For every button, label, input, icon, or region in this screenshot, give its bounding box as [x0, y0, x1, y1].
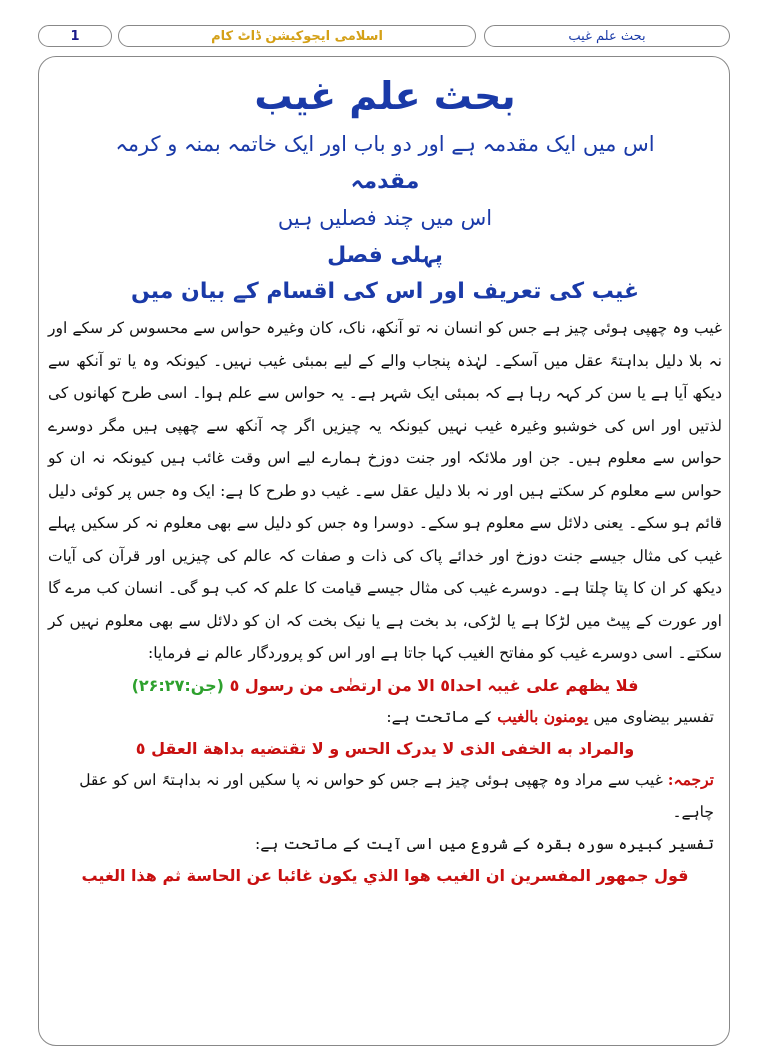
translation-label: ترجمہ: — [667, 769, 714, 789]
tafsir-keyword: یومنون بالغیب — [497, 706, 589, 726]
tafsir-prefix: تفسیر بیضاوی میں — [593, 707, 714, 726]
tafsir-kabir-line: تفسیر کبیرہ سورہ بقرہ کے شروع میں اسی آیت کے ماتحت ہے: — [254, 834, 714, 853]
heading-fasl: پہلی فصل — [327, 243, 443, 268]
translation-line — [44, 764, 726, 828]
page-number: 1 — [38, 25, 112, 47]
site-name: اسلامی ایجوکیشن ڈاٹ کام — [118, 25, 476, 47]
tafsir-suffix: کے ماتحت ہے: — [386, 707, 493, 726]
arabic-quote: والمراد به الخفی الذی لا یدرک الحس و لا تقتضیه بداهة العقل ٥ — [135, 738, 635, 758]
translation-text: غیب سے مراد وہ چھپی ہوئی چیز ہے جس کو حواس نہ پا سکیں اور نہ بداہتہً اس کو عقل چاہے۔ — [79, 770, 714, 821]
verse-text: فلا یظھم علی غیبہ احدا٥ الا من ارتضٰی من رسول ٥ — [229, 675, 639, 695]
subtitle: اس میں ایک مقدمہ ہے اور دو باب اور ایک خاتمہ بمنہ و کرمہ — [115, 132, 655, 156]
quran-verse — [44, 676, 726, 695]
page-title: بحث علم غیب — [254, 74, 516, 118]
arabic-quote-2: قول جمهور المفسرين ان الغيب هوا الذي يكون غائبا عن الحاسة ثم هذا الغيب — [81, 865, 689, 885]
heading-muqaddama: مقدمہ — [350, 169, 420, 194]
tafsir-baidawi-line — [44, 701, 726, 733]
heading-topic: غیب کی تعریف اور اس کی اقسام کے بیان میں — [130, 279, 640, 304]
book-title-header: بحث علم غیب — [484, 25, 730, 47]
verse-reference: (جن:۲۶:۲۷) — [131, 675, 224, 695]
muqaddama-note: اس میں چند فصلیں ہیں — [277, 206, 493, 230]
main-paragraph: غیب وہ چھپی ہوئی چیز ہے جس کو انسان نہ تو آنکھ، ناک، کان وغیرہ حواس سے محسوس کر سکے اور نہ بلا دلیل بداہتہً عقل میں آسکے۔ لہٰذہ پنجاب والے کے لیے بمبئی غیب نہیں۔ کیونکہ وہ یا تو آنکھ سے دیکھ آیا ہے یا سن کر کہہ رہا ہے کہ بمبئی ایک شہر ہے۔ یہ حواس سے علم ہوا۔ اسی طرح کھانوں کی لذتیں اور اس کی خوشبو وغیرہ غیب نہیں کیونکہ یہ چیزیں اگر چہ آنکھ سے چھپی ہیں مگر دوسرے حواس سے معلوم ہیں۔ جن اور ملائکہ اور جنت دوزخ ہمارے لیے اس وقت غائب ہیں کیونکہ نہ ان کو حواس سے معلوم کر سکتے ہیں اور نہ بلا دلیل عقل سے۔ غیب دو طرح کا ہے: ایک وہ جس پر کوئی دلیل قائم ہو سکے۔ یعنی دلائل سے معلوم ہو سکے۔ دوسرا وہ جس کو دلیل سے بھی معلوم نہ کر سکیں پہلے غیب کی مثال جیسے جنت دوزخ اور خدائے پاک کی ذات و صفات کہ عالم کی چیزیں اور قرآن کی آیات دیکھ کر ان کا پتا چلتا ہے۔ دوسرے غیب کی مثال جیسے قیامت کا علم کہ کب ہو گی۔ انسان کب مرے گا اور عورت کے پیٹ میں لڑکا ہے یا لڑکی، بد بخت ہے یا نیک بخت کہ ان کو دلائل سے بھی معلوم نہیں کر سکتے۔ اسی دوسرے غیب کو مفاتح الغیب کہا جاتا ہے اور اس کو پروردگار عالم نے فرمایا: — [48, 319, 722, 662]
page-content — [44, 66, 726, 891]
